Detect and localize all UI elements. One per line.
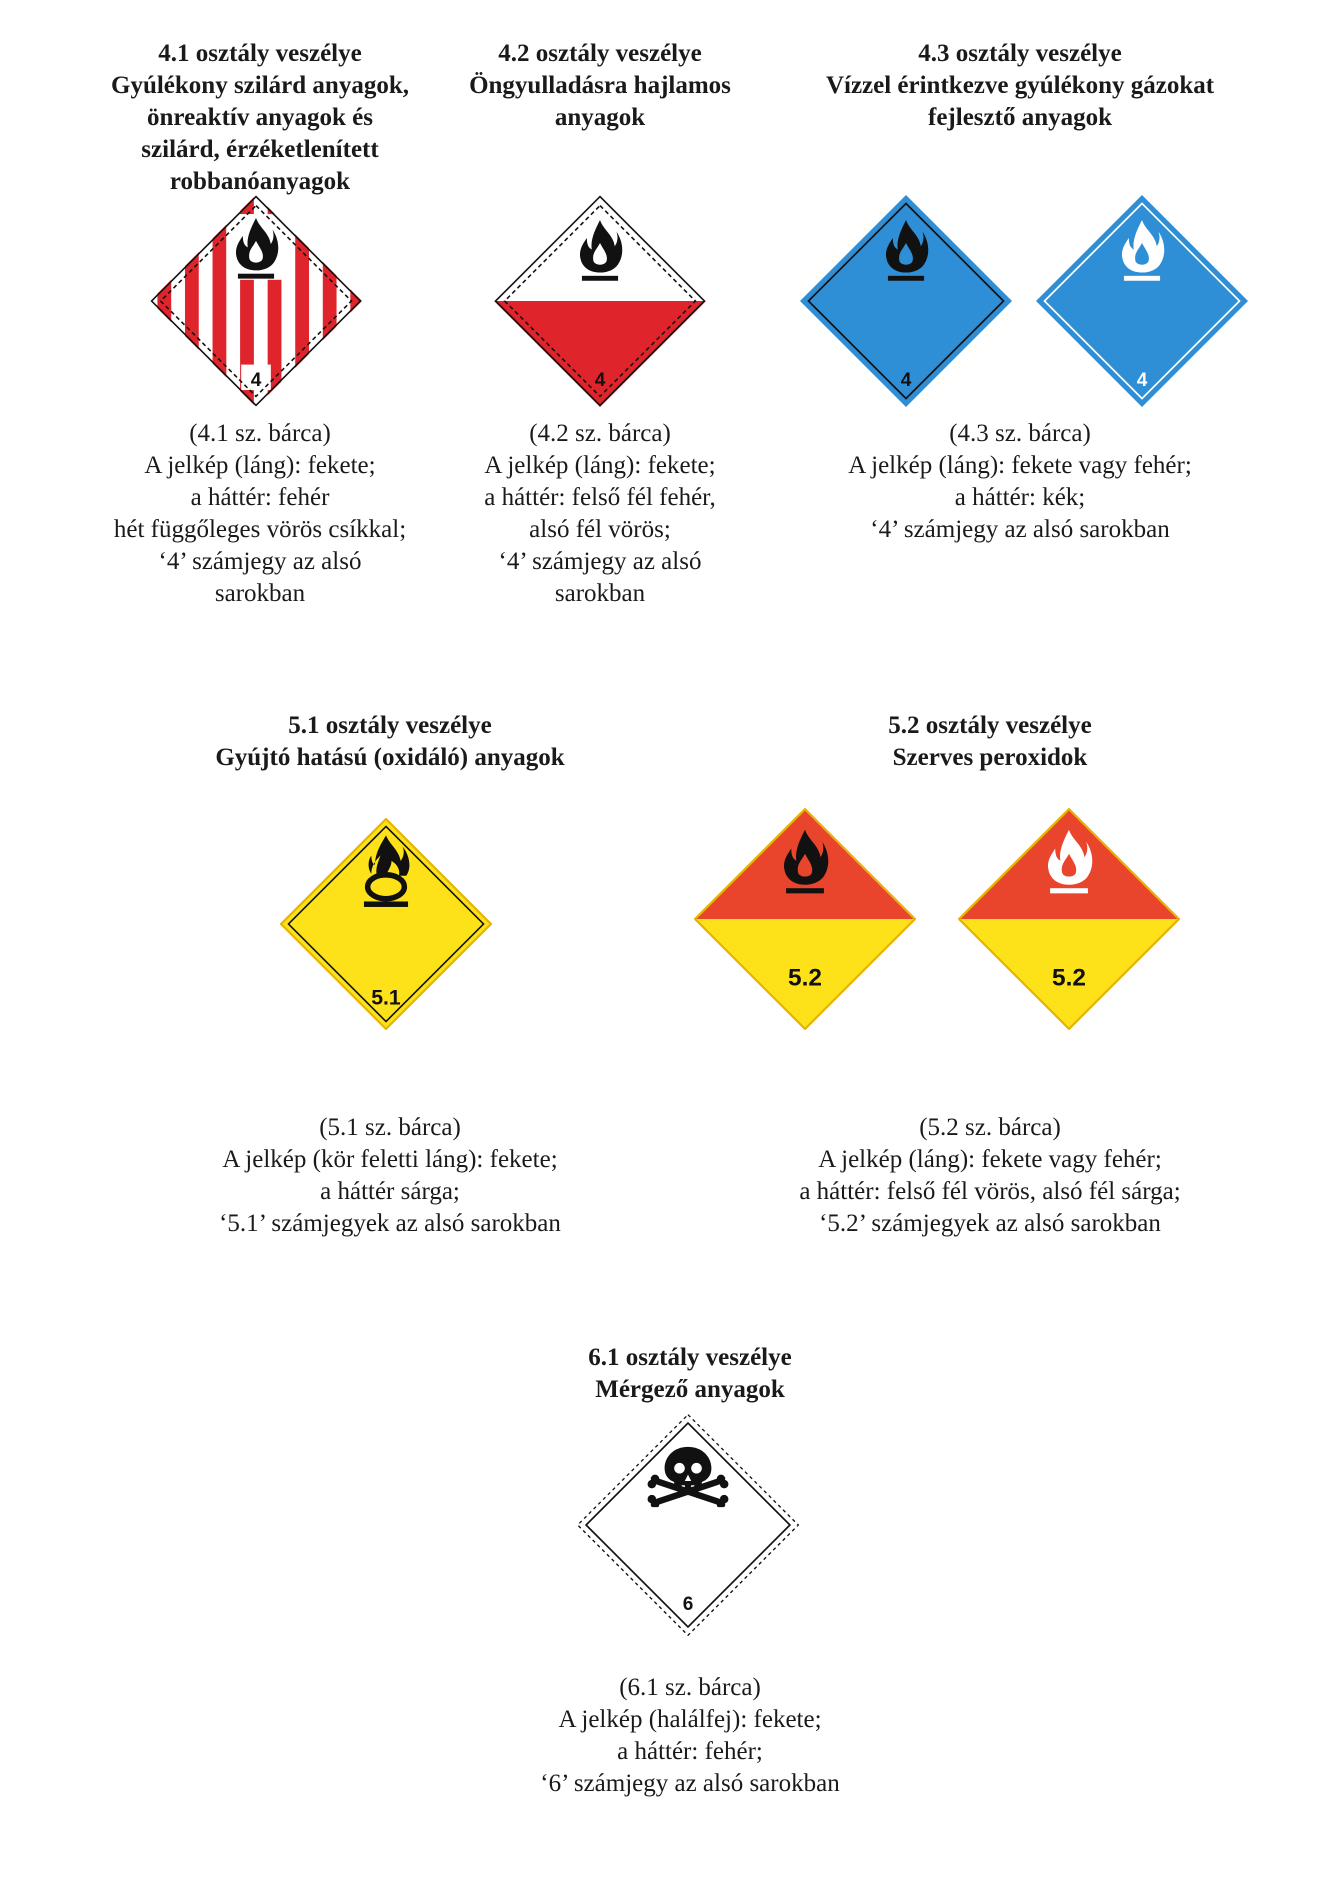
desc-line: (5.2 sz. bárca) bbox=[919, 1114, 1061, 1141]
title-line: Gyúlékony szilárd anyagok, bbox=[111, 72, 409, 99]
title-line: önreaktív anyagok és bbox=[147, 104, 373, 131]
class-digit: 6 bbox=[682, 1594, 694, 1616]
label-6-1 bbox=[576, 1413, 800, 1637]
desc-line: a háttér: fehér; bbox=[617, 1738, 763, 1765]
desc-line: a háttér: fehér bbox=[190, 484, 330, 511]
class-digit: 4 bbox=[900, 369, 912, 391]
class-5-1-title bbox=[180, 710, 600, 774]
desc-line: a háttér: kék; bbox=[954, 484, 1086, 511]
title-line: anyagok bbox=[554, 104, 646, 131]
desc-line: A jelkép (halálfej): fekete; bbox=[558, 1706, 822, 1733]
label-6-1-diamond bbox=[576, 1413, 800, 1637]
desc-line: (6.1 sz. bárca) bbox=[619, 1674, 761, 1701]
class-digit: 4 bbox=[594, 369, 606, 391]
label-4-1 bbox=[150, 195, 362, 407]
class-digit: 4 bbox=[1136, 369, 1148, 391]
title-line: 4.1 osztály veszélye bbox=[158, 40, 362, 67]
title-line: 5.1 osztály veszélye bbox=[288, 712, 492, 739]
desc-line: ‘4’ számjegy az alsó bbox=[158, 548, 362, 575]
label-4-2 bbox=[494, 195, 706, 407]
title-line: fejlesztő anyagok bbox=[928, 104, 1112, 131]
label-5-2-diamond-black bbox=[694, 808, 916, 1030]
class-4-3-title bbox=[790, 38, 1250, 134]
class-digit: 4 bbox=[250, 369, 262, 391]
title-line: 4.3 osztály veszélye bbox=[918, 40, 1122, 67]
desc-line: a háttér: felső fél vörös, alsó fél sárga; bbox=[799, 1178, 1181, 1205]
class-digit: 5.2 bbox=[1052, 964, 1086, 992]
title-line: Öngyulladásra hajlamos bbox=[469, 72, 731, 99]
desc-line: (5.1 sz. bárca) bbox=[319, 1114, 461, 1141]
label-4-3-diamond-black bbox=[800, 195, 1012, 407]
class-digit: 5.2 bbox=[788, 964, 822, 992]
desc-line: A jelkép (láng): fekete vagy fehér; bbox=[848, 452, 1192, 479]
desc-line: hét függőleges vörös csíkkal; bbox=[113, 516, 407, 543]
title-line: Szerves peroxidok bbox=[892, 744, 1088, 771]
label-5-1 bbox=[280, 818, 492, 1030]
class-6-1-title bbox=[480, 1342, 900, 1406]
desc-line: (4.2 sz. bárca) bbox=[529, 420, 671, 447]
desc-line: a háttér sárga; bbox=[320, 1178, 460, 1205]
class-5-2-description bbox=[740, 1112, 1240, 1240]
title-line: Gyújtó hatású (oxidáló) anyagok bbox=[215, 744, 565, 771]
title-line: 5.2 osztály veszélye bbox=[888, 712, 1092, 739]
desc-line: A jelkép (láng): fekete; bbox=[144, 452, 376, 479]
class-digit: 5.1 bbox=[371, 986, 401, 1010]
title-line: robbanóanyagok bbox=[169, 168, 351, 195]
title-line: 6.1 osztály veszélye bbox=[588, 1344, 792, 1371]
label-5-1-diamond bbox=[280, 818, 492, 1030]
class-4-2-description bbox=[440, 418, 760, 610]
title-line: Mérgező anyagok bbox=[595, 1376, 785, 1403]
desc-line: ‘4’ számjegy az alsó sarokban bbox=[870, 516, 1170, 543]
desc-line: ‘4’ számjegy az alsó bbox=[498, 548, 702, 575]
label-4-2-diamond bbox=[494, 195, 706, 407]
desc-line: ‘5.2’ számjegyek az alsó sarokban bbox=[819, 1210, 1161, 1237]
label-4-1-diamond bbox=[150, 195, 362, 407]
desc-line: ‘5.1’ számjegyek az alsó sarokban bbox=[219, 1210, 561, 1237]
desc-line: a háttér: felső fél fehér, bbox=[484, 484, 716, 511]
label-4-3-diamond-white bbox=[1036, 195, 1248, 407]
label-5-2-black-flame bbox=[694, 808, 916, 1030]
desc-line: (4.3 sz. bárca) bbox=[949, 420, 1091, 447]
class-4-1-title bbox=[70, 38, 450, 198]
class-4-2-title bbox=[440, 38, 760, 134]
desc-line: ‘6’ számjegy az alsó sarokban bbox=[540, 1770, 840, 1797]
title-line: Vízzel érintkezve gyúlékony gázokat bbox=[825, 72, 1215, 99]
class-4-3-description bbox=[790, 418, 1250, 546]
desc-line: alsó fél vörös; bbox=[529, 516, 671, 543]
label-5-2-diamond-white bbox=[958, 808, 1180, 1030]
class-5-2-title bbox=[780, 710, 1200, 774]
title-line: szilárd, érzéketlenített bbox=[141, 136, 379, 163]
label-4-3-white-flame bbox=[1036, 195, 1248, 407]
class-4-1-description bbox=[70, 418, 450, 610]
desc-line: sarokban bbox=[554, 580, 646, 607]
desc-line: A jelkép (láng): fekete vagy fehér; bbox=[818, 1146, 1162, 1173]
label-5-2-white-flame bbox=[958, 808, 1180, 1030]
desc-line: sarokban bbox=[214, 580, 306, 607]
desc-line: A jelkép (kör feletti láng): fekete; bbox=[222, 1146, 558, 1173]
label-4-3-black-flame bbox=[800, 195, 1012, 407]
class-6-1-description bbox=[480, 1672, 900, 1800]
class-5-1-description bbox=[160, 1112, 620, 1240]
desc-line: (4.1 sz. bárca) bbox=[189, 420, 331, 447]
title-line: 4.2 osztály veszélye bbox=[498, 40, 702, 67]
desc-line: A jelkép (láng): fekete; bbox=[484, 452, 716, 479]
